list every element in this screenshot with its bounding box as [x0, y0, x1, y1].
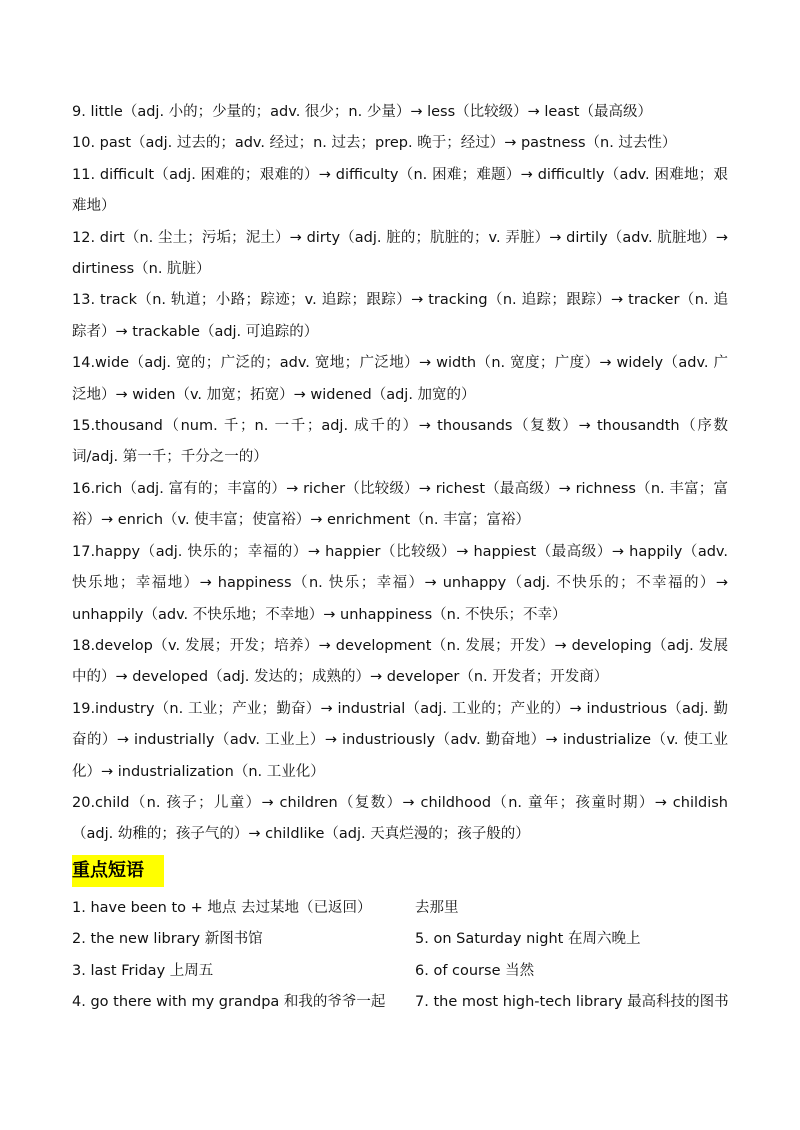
phrase-item: 1. have been to + 地点 去过某地（已返回） — [72, 900, 372, 916]
phrase-row — [72, 956, 752, 987]
word-entry: 12. dirt（n. 尘土；污垢；泥土）→ dirty（adj. 脏的；肮脏的；v. 弄脏）→ dirtily（adv. 肮脏地）→ dirtiness（n. 肮脏） — [72, 229, 728, 278]
phrase-item: 6. of course 当然 — [415, 962, 535, 979]
word-entry: 10. past（adj. 过去的；adv. 经过；n. 过去；prep. 晚于；经过）→ pastness（n. 过去性） — [72, 135, 677, 152]
phrase-row — [72, 893, 752, 924]
section-heading: 重点短语 — [72, 855, 164, 887]
phrase-item: 4. go there with my grandpa 和我的爷爷一起 — [72, 994, 386, 1011]
word-entry: 19.industry（n. 工业；产业；勤奋）→ industrial（adj. 工业的；产业的）→ industrious（adj. 勤奋的）→ industrially（adv. 工业上）→ industriously（adv. 勤奋地）→ industrialize（v. 使工业化）→ industrialization（n. 工业化） — [72, 700, 728, 780]
phrase-item: 2. the new library 新图书馆 — [72, 931, 263, 948]
word-entry: 9. little（adj. 小的；少量的；adv. 很少；n. 少量）→ less（比较级）→ least（最高级） — [72, 104, 652, 120]
word-family-list — [72, 97, 728, 851]
phrase-row — [72, 924, 752, 955]
phrase-item: 5. on Saturday night 在周六晚上 — [415, 931, 641, 948]
word-entry: 18.develop（v. 发展；开发；培养）→ development（n. 发展；开发）→ developing（adj. 发展中的）→ developed（adj. 发达的；成熟的）→ developer（n. 开发者；开发商） — [72, 637, 728, 686]
phrase-row — [72, 987, 752, 1018]
word-entry: 20.child（n. 孩子；儿童）→ children（复数）→ childhood（n. 童年；孩童时期）→ childish（adj. 幼稚的；孩子气的）→ childlike（adj. 天真烂漫的；孩子般的） — [72, 794, 728, 843]
word-entry: 17.happy（adj. 快乐的；幸福的）→ happier（比较级）→ happiest（最高级）→ happily（adv. 快乐地；幸福地）→ happiness（n. 快乐；幸福）→ unhappy（adj. 不快乐的；不幸福的）→ unhappily（adv. 不快乐地；不幸地）→ unhappiness（n. 不快乐；不幸） — [72, 543, 728, 623]
word-entry: 16.rich（adj. 富有的；丰富的）→ richer（比较级）→ richest（最高级）→ richness（n. 丰富；富裕）→ enrich（v. 使丰富；使富裕）→ enrichment（n. 丰富；富裕） — [72, 480, 728, 529]
phrase-item: 3. last Friday 上周五 — [72, 962, 214, 979]
phrase-item: 去那里 — [415, 900, 459, 916]
word-entry: 14.wide（adj. 宽的；广泛的；adv. 宽地；广泛地）→ width（n. 宽度；广度）→ widely（adv. 广泛地）→ widen（v. 加宽；拓宽）→ widened（adj. 加宽的） — [72, 355, 728, 403]
phrase-list — [72, 893, 752, 1019]
word-entry: 11. difficult（adj. 困难的；艰难的）→ difficulty（n. 困难；难题）→ difficultly（adv. 困难地；艰难地） — [72, 166, 728, 215]
word-entry: 15.thousand（num. 千；n. 一千；adj. 成千的）→ thousands（复数）→ thousandth（序数词/adj. 第一千；千分之一的） — [72, 418, 728, 466]
word-entry: 13. track（n. 轨道；小路；踪迹；v. 追踪；跟踪）→ tracking（n. 追踪；跟踪）→ tracker（n. 追踪者）→ trackable（adj. 可追踪的） — [72, 292, 728, 340]
phrase-item: 7. the most high-tech library 最高科技的图书 — [415, 994, 729, 1011]
